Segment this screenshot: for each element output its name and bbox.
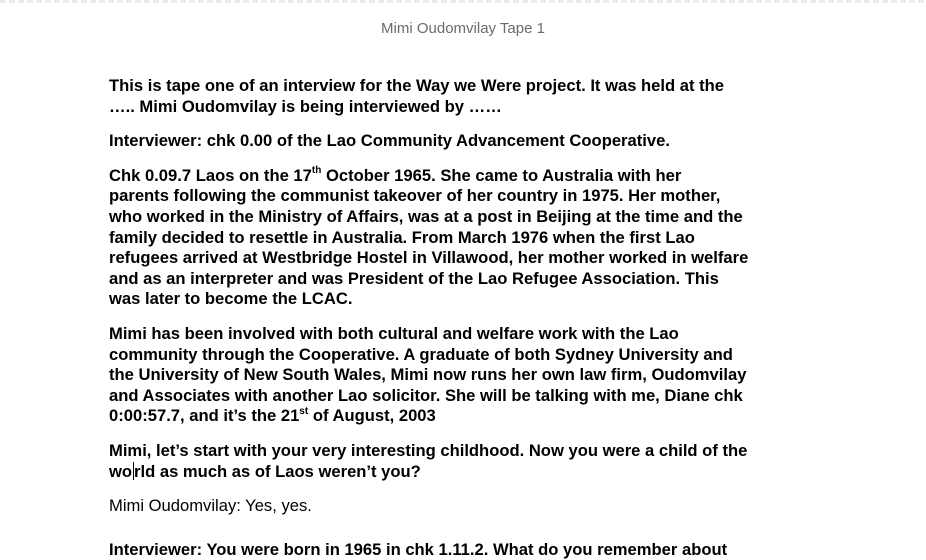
paragraph-intro xyxy=(109,76,829,117)
text-line: was later to become the LCAC. xyxy=(109,289,353,309)
text-line: refugees arrived at Westbridge Hostel in Villawood, her mother worked in welfare xyxy=(109,248,749,268)
text-fragment: rld as much as of Laos weren’t you? xyxy=(134,461,421,481)
text-line: who worked in the Ministry of Affairs, was at a post in Beijing at the time and the xyxy=(109,206,743,226)
paragraph-question-childhood xyxy=(109,441,829,482)
document-body[interactable] xyxy=(109,76,829,531)
text-fragment: October 1965. She came to Australia with her xyxy=(321,165,682,185)
text-fragment: wo xyxy=(109,461,133,481)
text-line xyxy=(109,462,829,483)
paragraph-answer xyxy=(109,496,829,517)
text-line: Mimi Oudomvilay: Yes, yes. xyxy=(109,496,312,516)
text-line: parents following the communist takeover of her country in 1975. Her mother, xyxy=(109,186,721,206)
superscript: st xyxy=(299,405,309,417)
page-header: Mimi Oudomvilay Tape 1 xyxy=(381,20,545,37)
text-line xyxy=(109,166,829,187)
page-top-edge xyxy=(0,0,926,3)
paragraph-partial-cutoff: Interviewer: You were born in 1965 in chk 1.11.2. What do you remember about xyxy=(109,540,728,559)
text-line: and Associates with another Lao solicitor. She will be talking with me, Diane chk xyxy=(109,385,743,405)
text-line: family decided to resettle in Australia. From March 1976 when the first Lao xyxy=(109,227,695,247)
text-line: ….. Mimi Oudomvilay is being interviewed by …… xyxy=(109,96,502,116)
text-fragment: of August, 2003 xyxy=(308,406,436,426)
text-line xyxy=(109,406,829,427)
text-line: This is tape one of an interview for the Way we Were project. It was held at the xyxy=(109,76,725,95)
text-line: the University of New South Wales, Mimi now runs her own law firm, Oudomvilay xyxy=(109,365,747,385)
paragraph-interviewer-intro xyxy=(109,131,829,152)
text-line: Interviewer: chk 0.00 of the Lao Community Advancement Cooperative. xyxy=(109,131,670,151)
paragraph-involvement xyxy=(109,324,829,427)
superscript: th xyxy=(311,165,322,177)
text-line: and as an interpreter and was President of the Lao Refugee Association. This xyxy=(109,268,719,288)
text-fragment: 0:00:57.7, and it’s the 21 xyxy=(109,406,300,426)
text-line: Mimi, let’s start with your very interesting childhood. Now you were a child of the xyxy=(109,440,748,460)
paragraph-biography xyxy=(109,166,829,310)
text-fragment: Chk 0.09.7 Laos on the 17 xyxy=(109,165,312,185)
text-line: Mimi has been involved with both cultural and welfare work with the Lao xyxy=(109,323,679,343)
text-line: community through the Cooperative. A graduate of both Sydney University and xyxy=(109,344,733,364)
